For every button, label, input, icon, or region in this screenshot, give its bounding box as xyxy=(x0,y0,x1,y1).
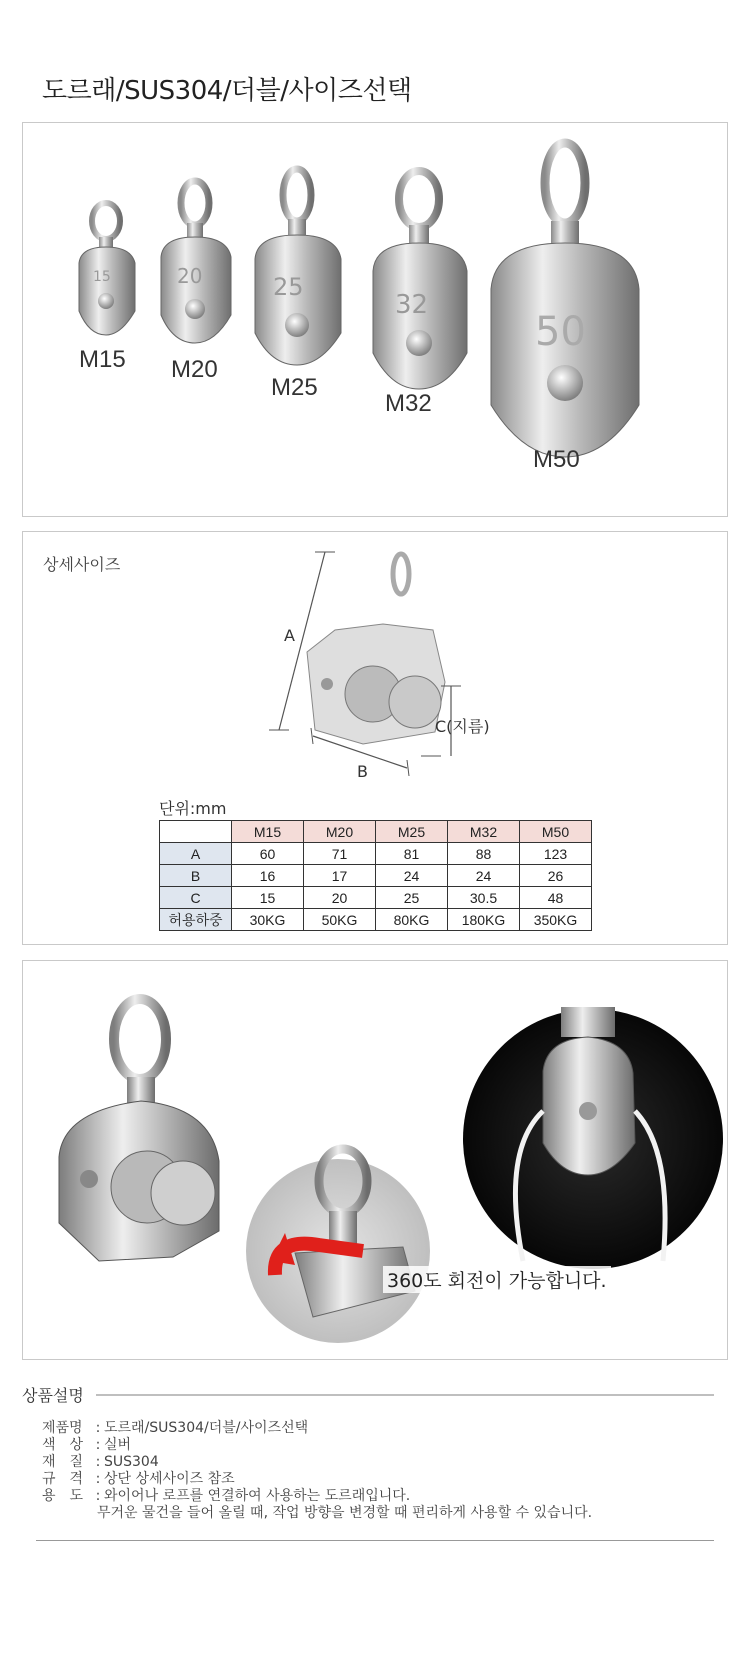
dimension-c-label: C(지름) xyxy=(435,717,490,736)
pulley-m32 xyxy=(373,171,467,389)
size-spec-table xyxy=(159,820,592,931)
table-cell: 26 xyxy=(520,865,592,887)
table-cell: 50KG xyxy=(304,909,376,931)
table-cell: 25 xyxy=(376,887,448,909)
table-cell: 81 xyxy=(376,843,448,865)
size-label-m50: M50 xyxy=(533,446,580,473)
pulley-lineup-image xyxy=(23,123,729,518)
pulley-m15 xyxy=(79,203,135,335)
row-header: 허용하중 xyxy=(160,909,232,931)
table-row xyxy=(160,865,592,887)
size-label-m15: M15 xyxy=(79,346,126,373)
column-header: M25 xyxy=(376,821,448,843)
column-header: M15 xyxy=(232,821,304,843)
description-continuation: 무거운 물건을 들어 올릴 때, 작업 방향을 변경할 때 편리하게 사용할 수 있습니다. xyxy=(97,1505,593,1521)
pulley-large-photo xyxy=(59,999,219,1261)
description-value: 도르래/SUS304/더블/사이즈선택 xyxy=(104,1420,309,1436)
table-cell: 15 xyxy=(232,887,304,909)
size-lineup-panel xyxy=(22,122,728,517)
row-header: B xyxy=(160,865,232,887)
size-number: 20 xyxy=(177,264,203,288)
row-header: A xyxy=(160,843,232,865)
product-photo-panel xyxy=(22,960,728,1360)
pulley-m50 xyxy=(491,143,639,457)
description-row: 재 질 : SUS304 xyxy=(42,1454,159,1470)
pulley-m25 xyxy=(255,169,341,365)
table-cell: 88 xyxy=(448,843,520,865)
size-label-m20: M20 xyxy=(171,356,218,383)
bottom-divider xyxy=(36,1540,714,1541)
unit-label: 단위:mm xyxy=(159,799,227,818)
table-cell: 48 xyxy=(520,887,592,909)
description-value: 상단 상세사이즈 참조 xyxy=(104,1471,235,1487)
column-header: M50 xyxy=(520,821,592,843)
detail-heading: 상세사이즈 xyxy=(43,555,121,574)
size-label-m25: M25 xyxy=(271,374,318,401)
description-key: 재 질 xyxy=(42,1454,84,1470)
description-heading: 상품설명 xyxy=(22,1386,84,1405)
table-corner-cell xyxy=(160,821,232,843)
size-number: 50 xyxy=(535,309,586,355)
table-cell: 30.5 xyxy=(448,887,520,909)
table-cell: 80KG xyxy=(376,909,448,931)
table-cell: 180KG xyxy=(448,909,520,931)
dimension-b-label: B xyxy=(357,762,368,781)
product-photos xyxy=(23,961,729,1361)
rotation-caption: 360도 회전이 가능합니다. xyxy=(383,1266,611,1293)
size-number: 25 xyxy=(273,273,304,301)
description-row: 규 격 : 상단 상세사이즈 참조 xyxy=(42,1471,235,1487)
table-cell: 123 xyxy=(520,843,592,865)
description-key: 용 도 xyxy=(42,1488,84,1504)
dimension-a-label: A xyxy=(284,626,295,645)
table-cell: 16 xyxy=(232,865,304,887)
table-cell: 24 xyxy=(448,865,520,887)
description-row: 색 상 : 실버 xyxy=(42,1437,132,1453)
description-value: 와이어나 로프를 연결하여 사용하는 도르래입니다. xyxy=(104,1488,411,1504)
size-label-m32: M32 xyxy=(385,390,432,417)
table-cell: 60 xyxy=(232,843,304,865)
table-cell: 71 xyxy=(304,843,376,865)
table-cell: 350KG xyxy=(520,909,592,931)
table-cell: 30KG xyxy=(232,909,304,931)
size-number: 32 xyxy=(395,290,429,320)
column-header: M32 xyxy=(448,821,520,843)
table-cell: 24 xyxy=(376,865,448,887)
size-number: 15 xyxy=(93,269,111,285)
dimension-diagram xyxy=(23,532,729,792)
description-key: 색 상 xyxy=(42,1437,84,1453)
detail-size-panel xyxy=(22,531,728,945)
table-row xyxy=(160,843,592,865)
description-row: 제품명 : 도르래/SUS304/더블/사이즈선택 xyxy=(42,1420,309,1436)
description-list xyxy=(42,1420,592,1522)
table-cell: 17 xyxy=(304,865,376,887)
table-row xyxy=(160,909,592,931)
description-value: SUS304 xyxy=(104,1454,159,1470)
pulley-m20 xyxy=(161,181,231,343)
page-title: 도르래/SUS304/더블/사이즈선택 xyxy=(42,76,412,106)
row-header: C xyxy=(160,887,232,909)
description-row: 용 도 : 와이어나 로프를 연결하여 사용하는 도르래입니다. xyxy=(42,1488,411,1504)
table-header-row xyxy=(160,821,592,843)
description-key: 제품명 xyxy=(42,1420,83,1436)
description-value: 실버 xyxy=(104,1437,132,1453)
table-cell: 20 xyxy=(304,887,376,909)
description-divider xyxy=(96,1394,714,1396)
table-row xyxy=(160,887,592,909)
description-key: 규 격 xyxy=(42,1471,84,1487)
column-header: M20 xyxy=(304,821,376,843)
